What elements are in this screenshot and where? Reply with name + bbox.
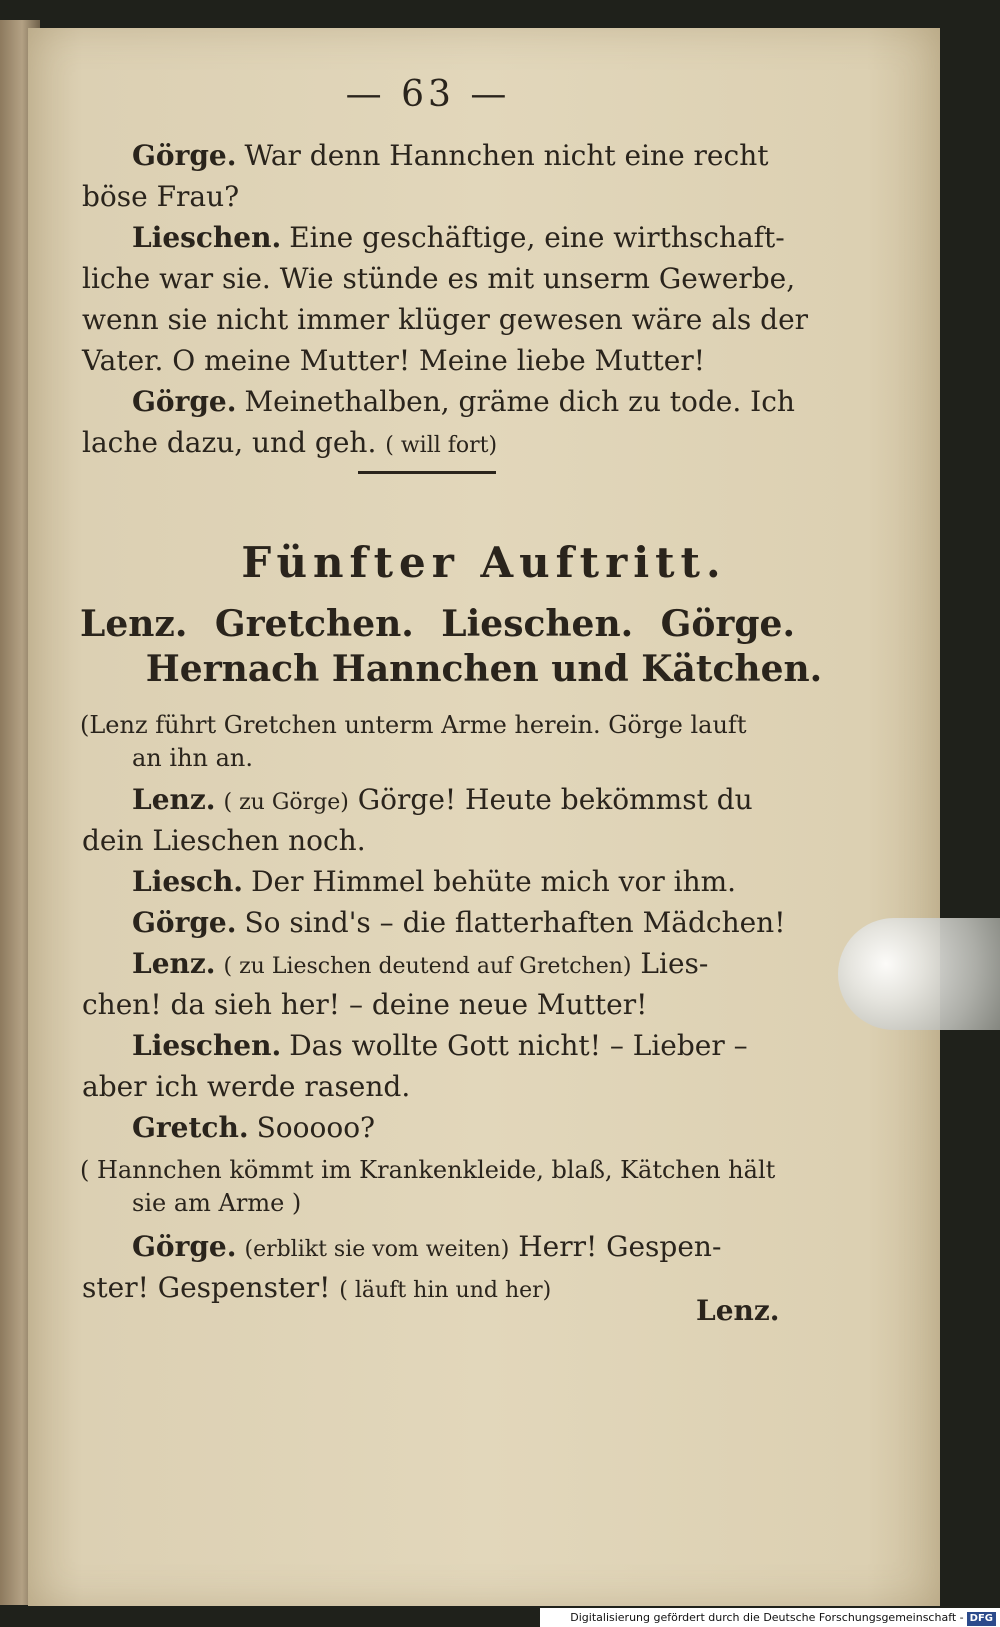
line-text: böse Frau? — [82, 180, 240, 213]
text-line — [82, 262, 802, 296]
footer-text: Digitalisierung gefördert durch die Deutsche Forschungsgemeinschaft - — [570, 1611, 964, 1624]
line-text: Lies- — [640, 947, 709, 980]
scene-title: Fünfter Auftritt. — [241, 538, 727, 587]
text-line — [132, 1230, 852, 1264]
line-text: Sooooo? — [256, 1111, 376, 1144]
text-line — [82, 344, 802, 378]
line-text: Vater. O meine Mutter! Meine liebe Mutter! — [82, 344, 706, 377]
cast-member: Gretchen. — [214, 603, 414, 645]
line-text: aber ich werde rasend. — [82, 1070, 411, 1103]
text-line — [132, 1029, 852, 1063]
text-line — [132, 906, 852, 940]
stage-direction: ( zu Görge) — [223, 790, 349, 815]
text-line — [82, 1271, 802, 1305]
text-line — [132, 221, 852, 255]
cast-member: Lieschen. — [441, 603, 634, 645]
speaker-name: Lenz. — [132, 783, 216, 816]
text-line — [132, 947, 852, 981]
line-text: Der Himmel behüte mich vor ihm. — [251, 865, 737, 898]
stage-direction: ( will fort) — [385, 433, 498, 458]
cast-member: Lenz. — [80, 603, 188, 645]
line-text: War denn Hannchen nicht eine recht — [244, 139, 769, 172]
stage-direction: an ihn an. — [132, 744, 254, 772]
text-line — [132, 783, 852, 817]
line-text: Meinethalben, gräme dich zu tode. Ich — [244, 385, 795, 418]
stage-direction: ( Hannchen kömmt im Krankenkleide, blaß, Kätchen hält — [80, 1156, 776, 1184]
line-text: Herr! Gespen- — [518, 1230, 722, 1263]
speaker-name: Gretch. — [132, 1111, 249, 1144]
stage-direction: ( zu Lieschen deutend auf Gretchen) — [223, 954, 632, 979]
line-text: wenn sie nicht immer klüger gewesen wäre als der — [82, 303, 809, 336]
line-text: lache dazu, und geh. — [82, 426, 377, 459]
line-text: dein Lieschen noch. — [82, 824, 366, 857]
text-line — [82, 180, 802, 214]
cast-list-continued: Hernach Hannchen und Kätchen. — [145, 648, 823, 690]
speaker-name: Lenz. — [132, 947, 216, 980]
cast-member: Görge. — [660, 603, 795, 645]
section-divider — [358, 471, 496, 474]
text-line — [82, 426, 802, 460]
text-line — [82, 303, 809, 337]
cast-list — [80, 603, 795, 645]
line-text: Das wollte Gott nicht! – Lieber – — [289, 1029, 748, 1062]
speaker-name: Görge. — [132, 906, 237, 939]
stage-direction: (Lenz führt Gretchen unterm Arme herein. Görge lauft — [80, 711, 747, 739]
speaker-name: Görge. — [132, 385, 237, 418]
footer-credit — [540, 1608, 1000, 1627]
line-text: liche war sie. Wie stünde es mit unserm Gewerbe, — [82, 262, 796, 295]
text-line — [132, 865, 852, 899]
text-line — [132, 139, 852, 173]
line-text: Eine geschäftige, eine wirthschaft- — [289, 221, 785, 254]
stage-direction: sie am Arme ) — [132, 1189, 302, 1217]
page-number: — 63 — — [345, 74, 511, 115]
line-text: ster! Gespenster! — [82, 1271, 331, 1304]
book-page — [28, 28, 940, 1606]
text-line — [82, 824, 802, 858]
line-text: So sind's – die flatterhaften Mädchen! — [244, 906, 786, 939]
text-line — [132, 1111, 852, 1145]
dfg-logo: DFG — [967, 1612, 996, 1626]
line-text: chen! da sieh her! – deine neue Mutter! — [82, 988, 648, 1021]
catchword: Lenz. — [696, 1294, 780, 1327]
speaker-name: Görge. — [132, 139, 237, 172]
text-line — [82, 1070, 802, 1104]
speaker-name: Lieschen. — [132, 221, 282, 254]
speaker-name: Lieschen. — [132, 1029, 282, 1062]
line-text: Görge! Heute bekömmst du — [357, 783, 753, 816]
text-line — [82, 988, 802, 1022]
page-clip — [838, 918, 1000, 1030]
stage-direction: ( läuft hin und her) — [339, 1278, 552, 1303]
speaker-name: Liesch. — [132, 865, 244, 898]
text-line — [132, 385, 852, 419]
speaker-name: Görge. — [132, 1230, 237, 1263]
stage-direction: (erblikt sie vom weiten) — [244, 1237, 510, 1262]
